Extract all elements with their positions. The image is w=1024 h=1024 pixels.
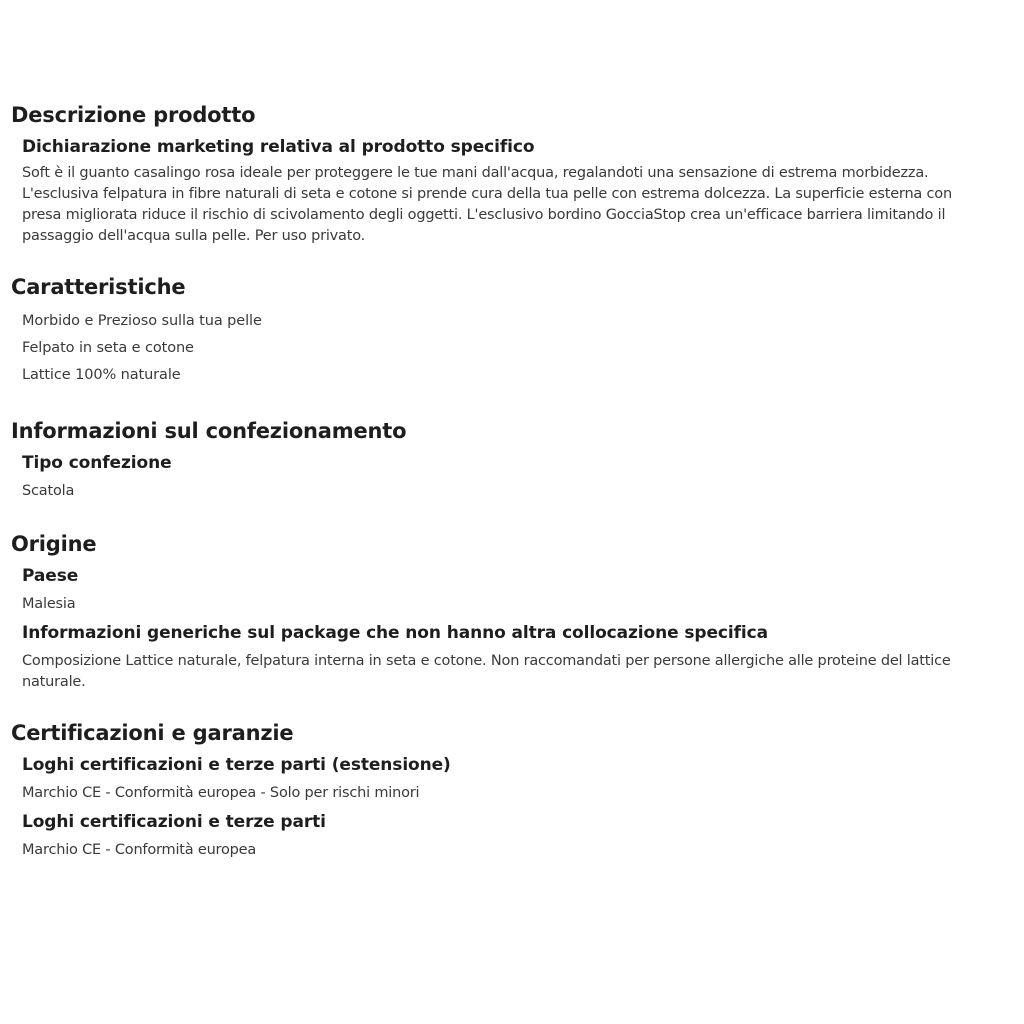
feature-item: Felpato in seta e cotone (22, 340, 194, 356)
marketing-description (22, 163, 1011, 247)
package-info-line: Composizione Lattice naturale, felpatura interna in seta e cotone. Non raccomandati per persone allergiche alle proteine del lattice (22, 653, 951, 669)
subtitle-loghi-estensione: Loghi certificazioni e terze parti (estensione) (22, 755, 451, 775)
section-title-descrizione: Descrizione prodotto (11, 103, 256, 127)
package-info-line: naturale. (22, 674, 86, 690)
feature-item: Morbido e Prezioso sulla tua pelle (22, 313, 262, 329)
section-body-confezionamento (11, 450, 1011, 502)
section-body-certificazioni (11, 752, 1011, 861)
loghi-estensione-value: Marchio CE - Conformità europea - Solo per rischi minori (22, 785, 420, 801)
description-line: passaggio dell'acqua sulla pelle. Per uso privato. (22, 228, 366, 244)
subtitle-informazioni-package: Informazioni generiche sul package che non hanno altra collocazione specifica (22, 623, 768, 643)
subtitle-paese: Paese (22, 566, 79, 586)
features-list (22, 308, 1011, 389)
subtitle-tipo-confezione: Tipo confezione (22, 453, 172, 473)
section-body-descrizione (11, 134, 1011, 247)
section-title-origine: Origine (11, 532, 97, 556)
section-body-caratteristiche (11, 308, 1011, 389)
section-title-certificazioni: Certificazioni e garanzie (11, 721, 294, 745)
description-line: Soft è il guanto casalingo rosa ideale per proteggere le tue mani dall'acqua, regalandoti una sensazione di estrema morbidezza. (22, 165, 929, 181)
description-line: L'esclusiva felpatura in fibre naturali di seta e cotone si prende cura della tua pelle con estrema dolcezza. La superficie esterna con (22, 186, 952, 202)
section-caratteristiche (11, 272, 1011, 389)
feature-item: Lattice 100% naturale (22, 367, 181, 383)
subtitle-loghi: Loghi certificazioni e terze parti (22, 812, 326, 832)
tipo-confezione-value: Scatola (22, 483, 75, 499)
package-info (22, 651, 1011, 693)
subtitle-dichiarazione-marketing: Dichiarazione marketing relativa al prodotto specifico (22, 137, 535, 157)
product-details (11, 100, 1011, 861)
section-title-confezionamento: Informazioni sul confezionamento (11, 419, 407, 443)
section-title-caratteristiche: Caratteristiche (11, 275, 186, 299)
section-confezionamento (11, 416, 1011, 502)
section-body-origine (11, 563, 1011, 693)
section-origine (11, 529, 1011, 693)
paese-value: Malesia (22, 596, 76, 612)
description-line: presa migliorata riduce il rischio di scivolamento degli oggetti. L'esclusivo bordino GocciaStop crea un'efficace barriera limitando il (22, 207, 946, 223)
loghi-value: Marchio CE - Conformità europea (22, 842, 257, 858)
section-certificazioni (11, 718, 1011, 861)
section-descrizione-prodotto (11, 100, 1011, 247)
